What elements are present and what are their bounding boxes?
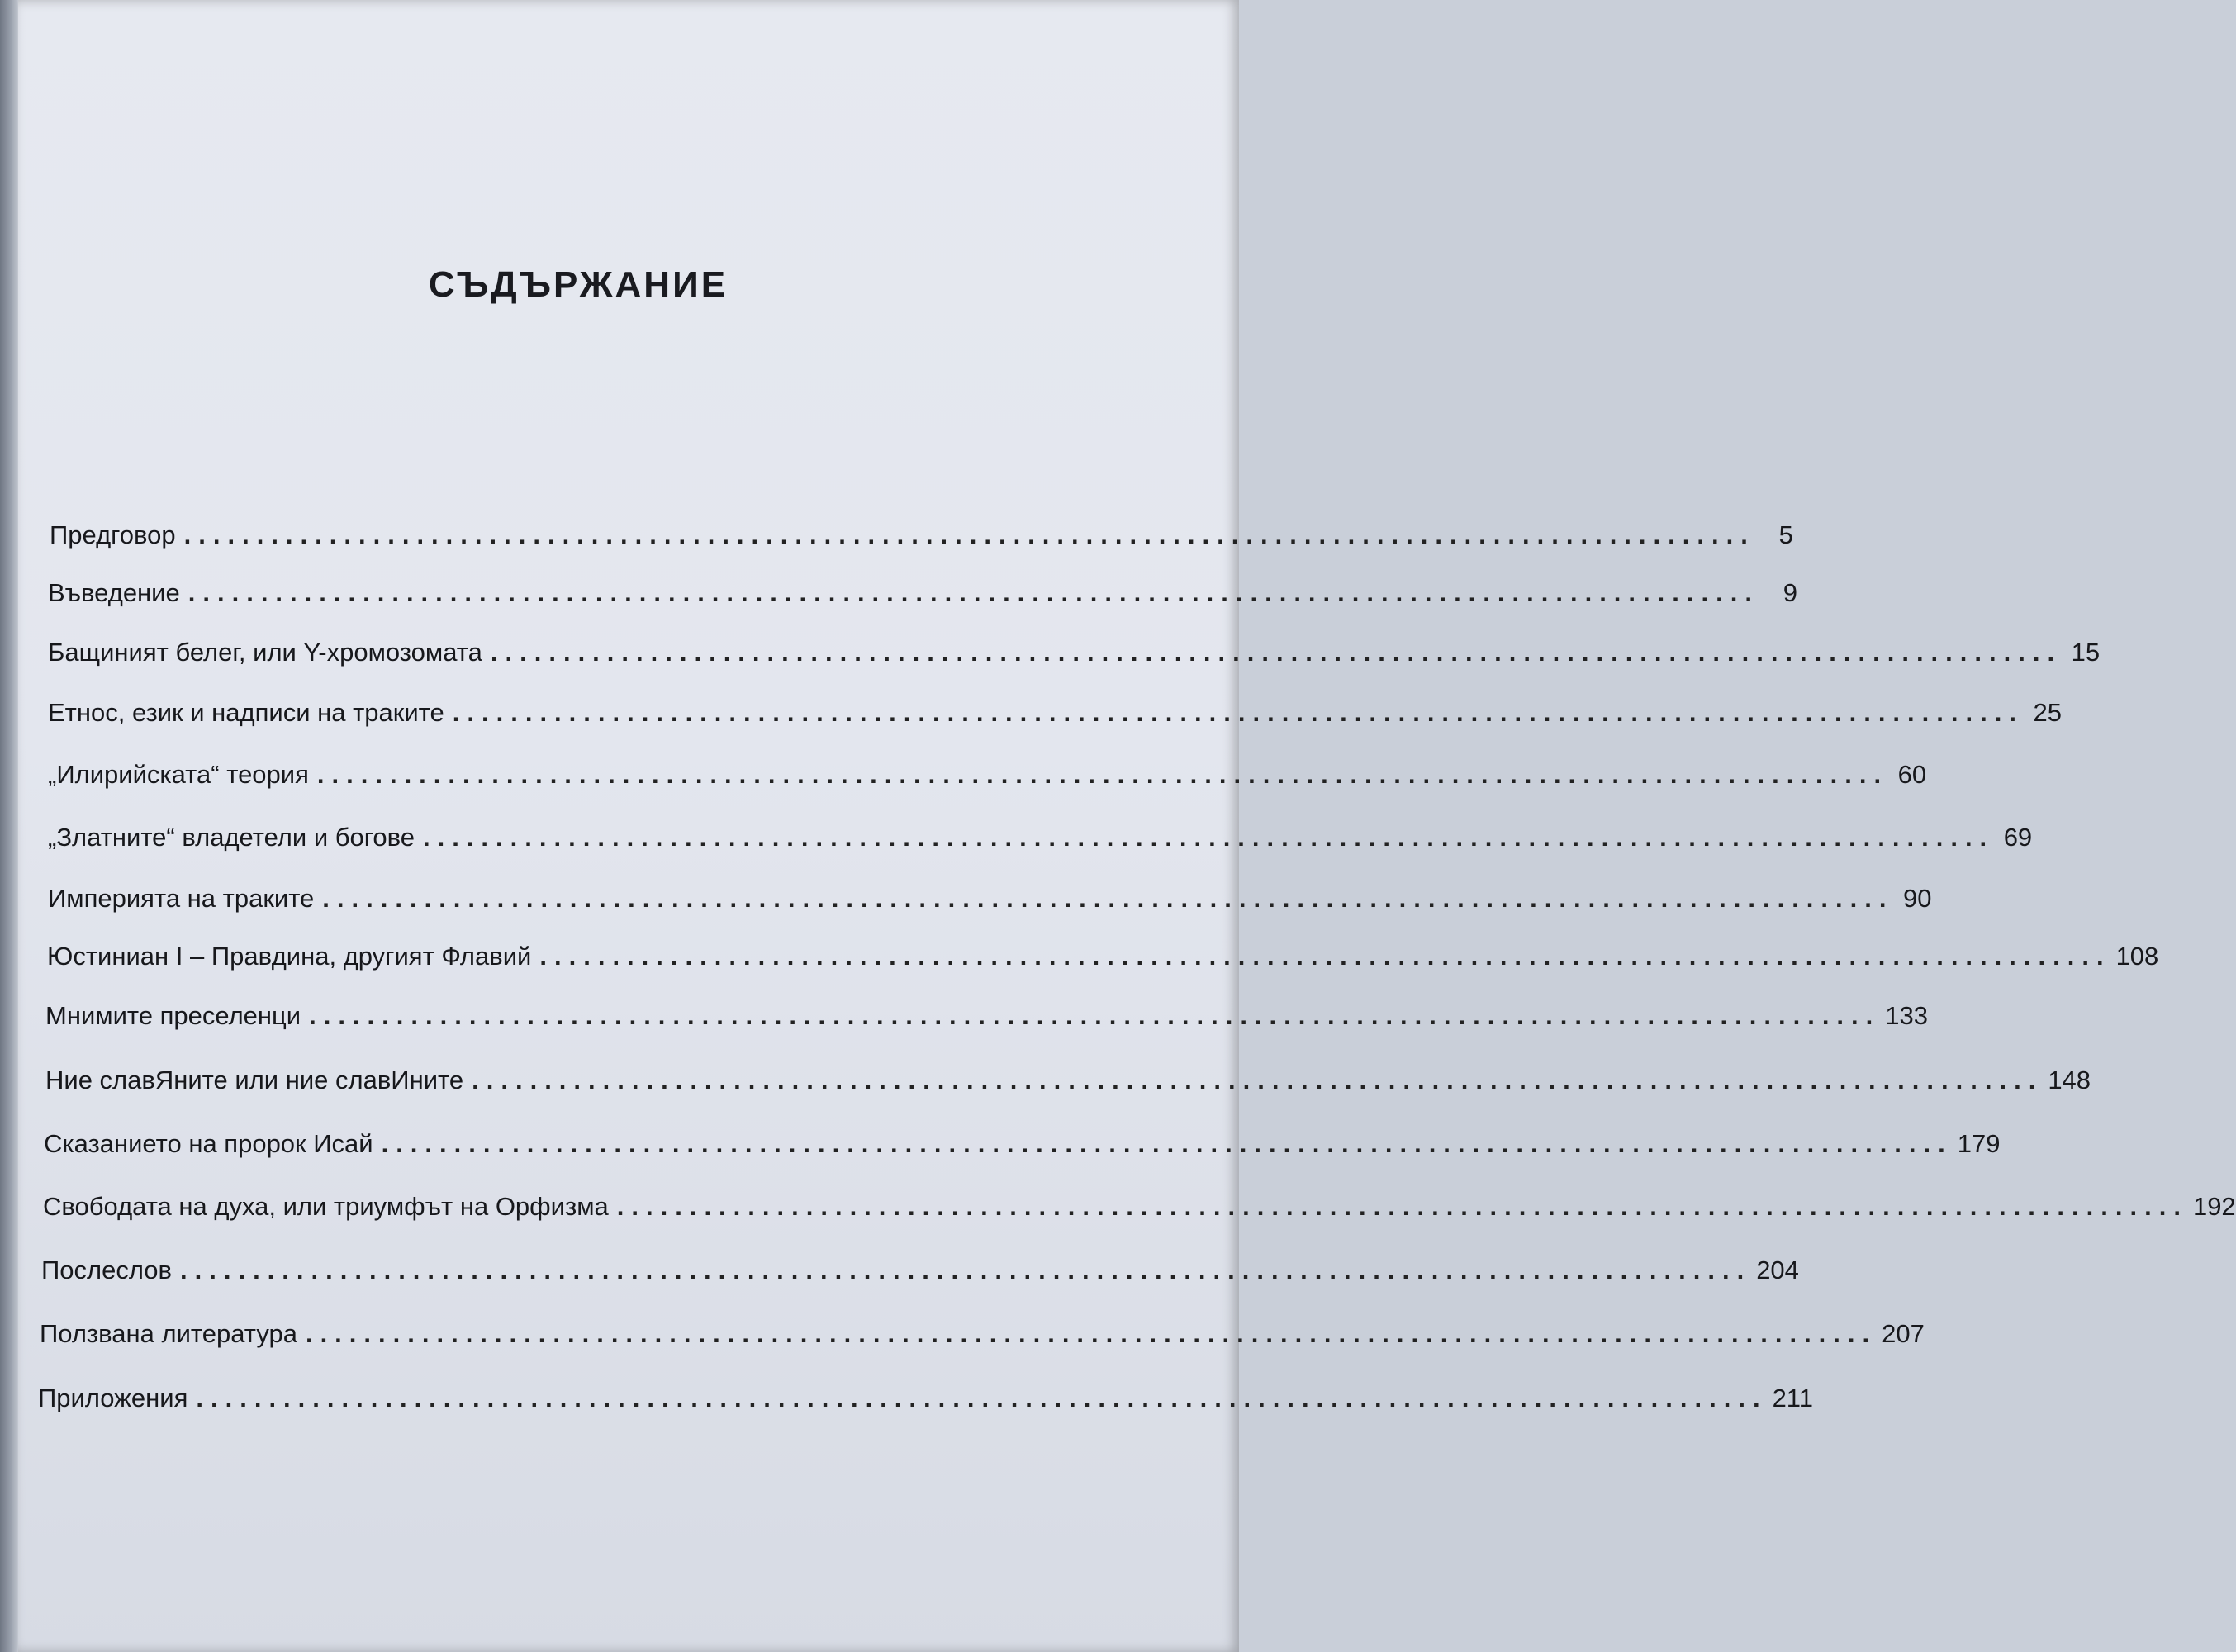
toc-entry-imaginary-settlers: [45, 1001, 1929, 1031]
toc-entry-bibliography: [40, 1319, 1925, 1349]
toc-entry-label: Предговор: [50, 520, 176, 549]
toc-entry-page: 5: [1778, 520, 1793, 549]
toc-entry-label: Ползвана литература: [40, 1319, 297, 1348]
toc-entry-page: 69: [2003, 823, 2033, 852]
toc-entry-slavs: [45, 1066, 2091, 1095]
toc-entry-label: Ние славЯните или ние славИните: [45, 1066, 464, 1094]
toc-entry-label: Сказанието на пророк Исай: [44, 1129, 373, 1158]
toc-entry-afterword: [41, 1256, 1799, 1285]
toc-entry-page: 211: [1772, 1384, 1813, 1412]
toc-entry-golden-rulers: [48, 823, 2033, 852]
toc-entry-label: Етнос, език и надписи на траките: [48, 698, 444, 727]
toc-entry-page: 179: [1957, 1129, 2001, 1158]
toc-entry-label: Империята на траките: [48, 884, 315, 913]
leader-dots: ............................................................................................................: [422, 823, 1995, 852]
toc-entry-page: 108: [2115, 942, 2159, 971]
toc-entry-page: 192: [2192, 1192, 2236, 1221]
toc-entry-page: 148: [2048, 1066, 2091, 1094]
toc-entry-thracian-empire: [48, 884, 1932, 914]
toc-entry-orphism: [43, 1192, 2236, 1222]
page-title: СЪДЪРЖАНИЕ: [428, 264, 729, 305]
toc-entry-page: 9: [1783, 578, 1797, 607]
toc-entry-label: Свободата на духа, или триумфът на Орфизма: [43, 1192, 609, 1221]
toc-entry-label: Приложения: [38, 1384, 188, 1412]
toc-entry-page: 25: [2033, 698, 2062, 727]
leader-dots: ............................................................................................................: [309, 1001, 1881, 1030]
toc-entry-label: „Илирийската“ теория: [48, 760, 309, 789]
toc-entry-illyrian-theory: [48, 760, 1927, 790]
toc-entry-label: Юстиниан I – Правдина, другият Флавий: [47, 942, 532, 971]
leader-dots: ............................................................................................................: [539, 942, 2111, 971]
toc-entry-page: 60: [1897, 760, 1927, 789]
leader-dots: ............................................................................................................: [180, 1256, 1752, 1284]
toc-entry-page: 133: [1885, 1001, 1929, 1030]
toc-entry-introduction: [48, 578, 1797, 608]
leader-dots: ............................................................................................................: [452, 698, 2024, 727]
toc-entry-page: 207: [1882, 1319, 1925, 1348]
toc-entry-appendices: [38, 1384, 1813, 1413]
leader-dots: ............................................................................................................: [322, 884, 1894, 913]
leader-dots: ............................................................................................................: [196, 1384, 1768, 1412]
leader-dots: ............................................................................................................: [490, 638, 2063, 667]
leader-dots: ............................................................................................................: [305, 1319, 1878, 1348]
toc-entry-page: 90: [1903, 884, 1932, 913]
toc-entry-y-chromosome: [48, 638, 2101, 667]
toc-entry-ethnos: [48, 698, 2062, 728]
toc-entry-label: Бащиният белег, или Y-хромозомата: [48, 638, 482, 667]
toc-entry-prophet-isaiah: [44, 1129, 2001, 1159]
leader-dots: ............................................................................................................: [616, 1192, 2188, 1221]
leader-dots: ............................................................................................................: [472, 1066, 2044, 1094]
toc-entry-page: 15: [2071, 638, 2101, 667]
leader-dots: ............................................................................................................: [381, 1129, 1953, 1158]
toc-entry-label: Послеслов: [41, 1256, 172, 1284]
toc-entry-justinian: [47, 942, 2159, 971]
leader-dots: ............................................................................................................: [316, 760, 1889, 789]
toc-entry-label: Мнимите преселенци: [45, 1001, 301, 1030]
leader-dots: ............................................................................................................: [188, 578, 1759, 607]
toc-entry-label: Въведение: [48, 578, 180, 607]
leader-dots: ............................................................................................................: [183, 520, 1755, 549]
toc-entry-foreword: [50, 520, 1793, 550]
toc-entry-label: „Златните“ владетели и богове: [48, 823, 415, 852]
toc-entry-page: 204: [1756, 1256, 1799, 1284]
